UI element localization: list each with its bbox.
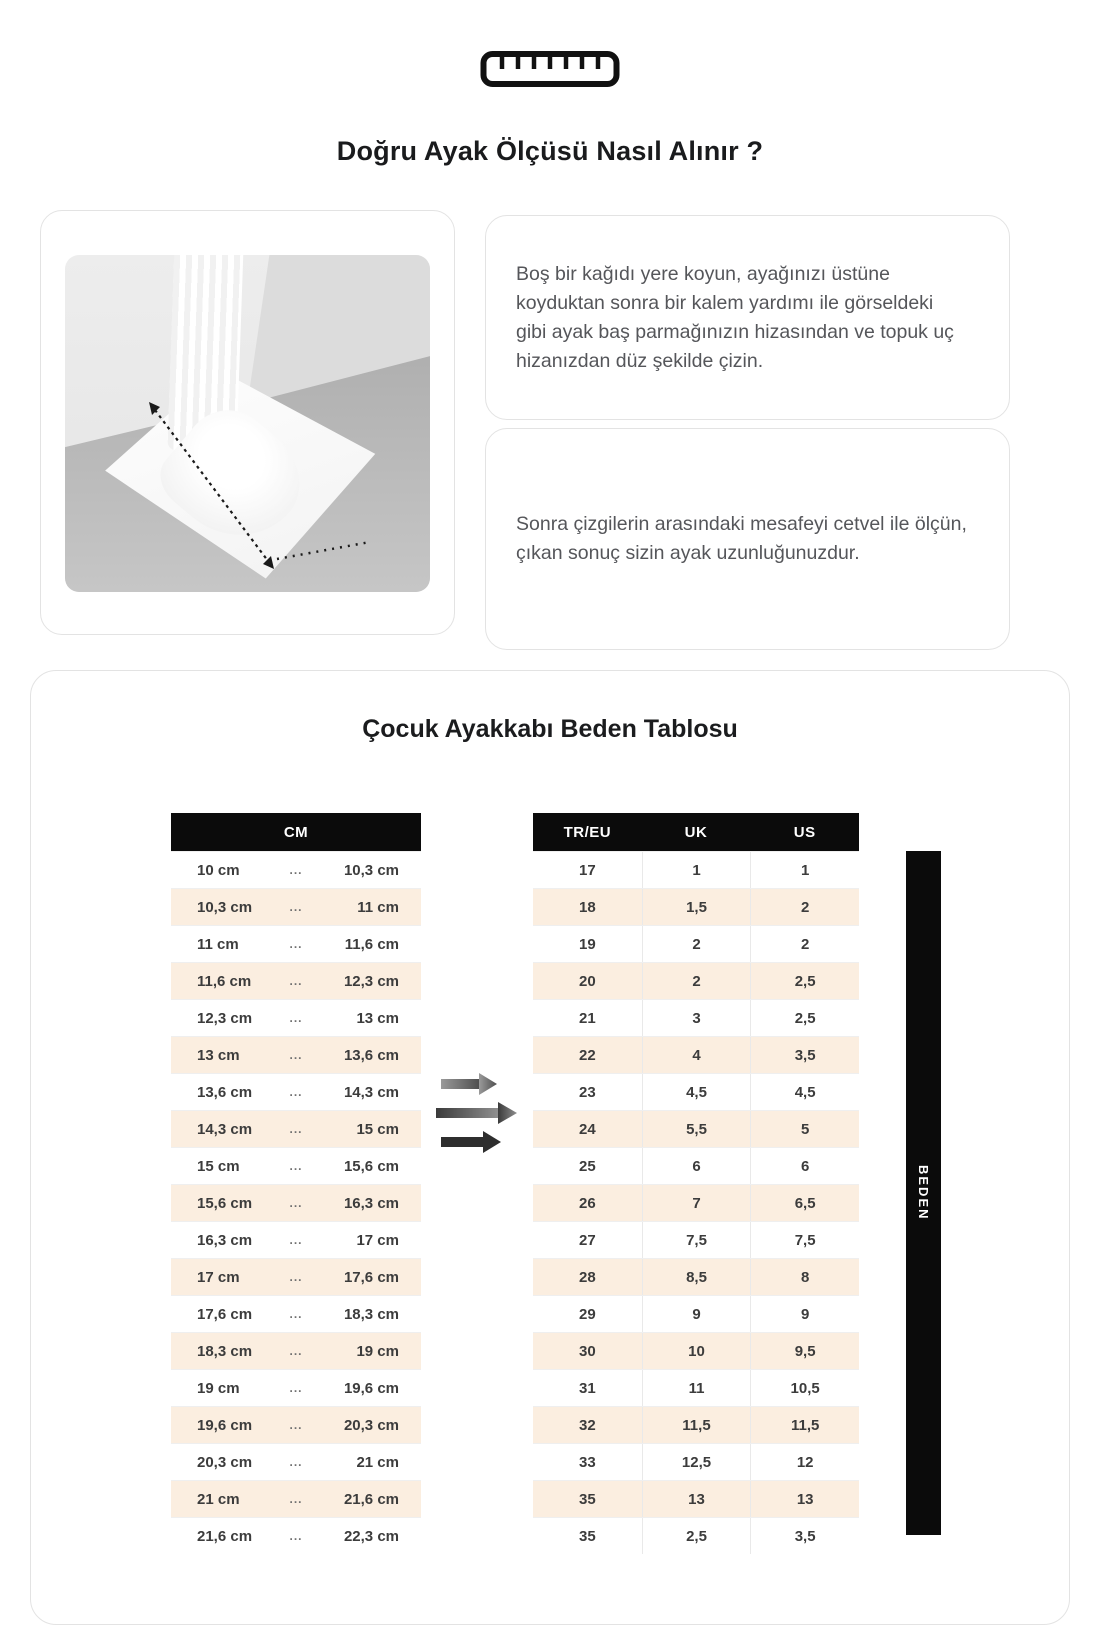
eu-uk-us-table-body [533, 851, 859, 1554]
uk-value: 7,5 [642, 1222, 751, 1258]
cm-to-value: 11,6 cm [344, 935, 399, 953]
us-value: 11,5 [750, 1407, 859, 1443]
us-value: 3,5 [750, 1037, 859, 1073]
cm-to-value: 14,3 cm [343, 1083, 399, 1101]
us-value: 8 [750, 1259, 859, 1295]
cm-table-row [171, 1184, 421, 1221]
cm-to-value: 13,6 cm [343, 1046, 399, 1064]
range-separator: ... [289, 1381, 303, 1395]
size-table-row [533, 1073, 859, 1110]
us-value: 10,5 [750, 1370, 859, 1406]
cm-from-value: 19,6 cm [197, 1416, 253, 1434]
range-separator: ... [289, 1159, 303, 1173]
cm-table-row [171, 999, 421, 1036]
cm-from-value: 12,3 cm [197, 1009, 253, 1027]
tr-eu-value: 21 [578, 1009, 596, 1027]
col-header-us: US [793, 823, 816, 841]
uk-value: 2 [642, 926, 751, 962]
range-separator: ... [289, 1418, 303, 1432]
cm-from-value: 10 cm [197, 861, 240, 879]
cm-from-value: 15,6 cm [197, 1194, 253, 1212]
uk-value: 8,5 [642, 1259, 751, 1295]
beden-axis-label: BEDEN [916, 1165, 931, 1221]
cm-table-row [171, 1147, 421, 1184]
size-table-row [533, 1036, 859, 1073]
us-value: 2 [750, 926, 859, 962]
tr-eu-value: 22 [578, 1046, 596, 1064]
tr-eu-value: 35 [578, 1527, 596, 1545]
tr-eu-value: 30 [578, 1342, 596, 1360]
cm-table-header: CM [171, 813, 421, 851]
size-table-card [30, 670, 1070, 1625]
size-table-row [533, 1480, 859, 1517]
size-table-row [533, 1332, 859, 1369]
size-table-row [533, 851, 859, 888]
cm-to-value: 11 cm [357, 898, 399, 916]
tr-eu-value: 17 [578, 861, 596, 879]
range-separator: ... [289, 1270, 303, 1284]
uk-value: 5,5 [642, 1111, 751, 1147]
cm-from-value: 21,6 cm [197, 1527, 253, 1545]
uk-value: 6 [642, 1148, 751, 1184]
size-table-row [533, 1517, 859, 1554]
instruction-step-2-text: Sonra çizgilerin arasındaki mesafeyi cetvel ile ölçün, çıkan sonuç sizin ayak uzunluğunuzdur. [516, 513, 967, 564]
us-value: 1 [750, 852, 859, 888]
cm-to-value: 18,3 cm [343, 1305, 399, 1323]
cm-table-row [171, 1036, 421, 1073]
uk-value: 7 [642, 1185, 751, 1221]
range-separator: ... [289, 1085, 303, 1099]
cm-from-value: 13 cm [197, 1046, 240, 1064]
us-value: 6 [750, 1148, 859, 1184]
cm-from-value: 11,6 cm [197, 972, 252, 990]
cm-table-row [171, 1443, 421, 1480]
tr-eu-value: 35 [578, 1490, 596, 1508]
ruler-icon [480, 50, 620, 93]
cm-to-value: 19,6 cm [343, 1379, 399, 1397]
col-header-tr-eu: TR/EU [563, 823, 612, 841]
cm-from-value: 18,3 cm [197, 1342, 253, 1360]
cm-table-row [171, 1332, 421, 1369]
foot-measure-photo-card [40, 210, 455, 635]
cm-table-row [171, 888, 421, 925]
us-value: 7,5 [750, 1222, 859, 1258]
us-value: 13 [750, 1481, 859, 1517]
range-separator: ... [289, 900, 303, 914]
cm-from-value: 11 cm [197, 935, 239, 953]
range-separator: ... [289, 937, 303, 951]
us-value: 3,5 [750, 1518, 859, 1554]
size-table-row [533, 1369, 859, 1406]
size-table-row [533, 1147, 859, 1184]
range-separator: ... [289, 1455, 303, 1469]
cm-to-value: 15,6 cm [343, 1157, 399, 1175]
cm-table-row [171, 1221, 421, 1258]
cm-to-value: 16,3 cm [343, 1194, 399, 1212]
cm-from-value: 14,3 cm [197, 1120, 253, 1138]
uk-value: 11,5 [642, 1407, 751, 1443]
range-separator: ... [289, 1122, 303, 1136]
cm-from-value: 17 cm [197, 1268, 240, 1286]
tr-eu-value: 28 [578, 1268, 596, 1286]
us-value: 2 [750, 889, 859, 925]
beden-axis-bar [906, 851, 941, 1535]
range-separator: ... [289, 1011, 303, 1025]
page-title: Doğru Ayak Ölçüsü Nasıl Alınır ? [336, 136, 764, 166]
cm-table-body [171, 851, 421, 1554]
us-value: 9,5 [750, 1333, 859, 1369]
us-value: 9 [750, 1296, 859, 1332]
cm-table-row [171, 925, 421, 962]
cm-to-value: 17,6 cm [343, 1268, 399, 1286]
size-table-row [533, 1295, 859, 1332]
cm-from-value: 15 cm [197, 1157, 240, 1175]
cm-from-value: 13,6 cm [197, 1083, 253, 1101]
uk-value: 2 [642, 963, 751, 999]
size-table-row [533, 1406, 859, 1443]
tr-eu-value: 33 [578, 1453, 596, 1471]
cm-to-value: 13 cm [356, 1009, 399, 1027]
cm-table-row [171, 1295, 421, 1332]
uk-value: 11 [642, 1370, 751, 1406]
cm-to-value: 10,3 cm [343, 861, 399, 879]
size-table-row [533, 1443, 859, 1480]
tr-eu-value: 24 [578, 1120, 596, 1138]
range-separator: ... [289, 1048, 303, 1062]
cm-from-value: 21 cm [197, 1490, 240, 1508]
range-separator: ... [289, 1492, 303, 1506]
size-table-row [533, 1221, 859, 1258]
uk-value: 1,5 [642, 889, 751, 925]
range-separator: ... [289, 1344, 303, 1358]
cm-table-row [171, 1480, 421, 1517]
uk-value: 3 [642, 1000, 751, 1036]
cm-table-row [171, 1406, 421, 1443]
size-table-title: Çocuk Ayakkabı Beden Tablosu [362, 715, 738, 743]
cm-to-value: 19 cm [356, 1342, 399, 1360]
measure-arrow-icon [65, 255, 430, 592]
cm-to-value: 17 cm [356, 1231, 399, 1249]
range-separator: ... [289, 1233, 303, 1247]
range-separator: ... [289, 974, 303, 988]
uk-value: 2,5 [642, 1518, 751, 1554]
cm-table-row [171, 1073, 421, 1110]
size-table-row [533, 1110, 859, 1147]
size-table-row [533, 962, 859, 999]
cm-from-value: 16,3 cm [197, 1231, 253, 1249]
arrows-right-icon [433, 1069, 533, 1164]
us-value: 4,5 [750, 1074, 859, 1110]
us-value: 2,5 [750, 963, 859, 999]
tr-eu-value: 18 [578, 898, 596, 916]
tr-eu-value: 32 [578, 1416, 596, 1434]
cm-table-row [171, 851, 421, 888]
uk-value: 13 [642, 1481, 751, 1517]
cm-from-value: 20,3 cm [197, 1453, 253, 1471]
uk-value: 12,5 [642, 1444, 751, 1480]
cm-table-row [171, 1110, 421, 1147]
us-value: 6,5 [750, 1185, 859, 1221]
size-table-row [533, 999, 859, 1036]
tr-eu-value: 29 [578, 1305, 596, 1323]
tr-eu-value: 23 [578, 1083, 596, 1101]
cm-to-value: 22,3 cm [343, 1527, 399, 1545]
tr-eu-value: 19 [578, 935, 596, 953]
foot-on-paper-image [65, 255, 430, 592]
cm-to-value: 15 cm [356, 1120, 399, 1138]
uk-value: 10 [642, 1333, 751, 1369]
tr-eu-value: 20 [578, 972, 596, 990]
cm-to-value: 20,3 cm [343, 1416, 399, 1434]
cm-from-value: 19 cm [197, 1379, 240, 1397]
tr-eu-value: 25 [578, 1157, 596, 1175]
instruction-step-2 [485, 428, 1010, 650]
instruction-step-1-text: Boş bir kağıdı yere koyun, ayağınızı üstüne koyduktan sonra bir kalem yardımı ile görseldeki gibi ayak baş parmağınızın hizasından ve topuk uç hizanızdan düz şekilde çizin. [516, 262, 954, 372]
eu-uk-us-table-header [533, 813, 859, 851]
tr-eu-value: 31 [578, 1379, 596, 1397]
uk-value: 1 [642, 852, 751, 888]
cm-table-row [171, 1369, 421, 1406]
uk-value: 4 [642, 1037, 751, 1073]
cm-table [171, 813, 421, 1554]
size-table-row [533, 925, 859, 962]
size-table-row [533, 1184, 859, 1221]
cm-from-value: 10,3 cm [197, 898, 253, 916]
range-separator: ... [289, 1196, 303, 1210]
range-separator: ... [289, 1529, 303, 1543]
us-value: 2,5 [750, 1000, 859, 1036]
uk-value: 4,5 [642, 1074, 751, 1110]
cm-to-value: 21 cm [356, 1453, 399, 1471]
range-separator: ... [289, 1307, 303, 1321]
cm-to-value: 12,3 cm [343, 972, 399, 990]
col-header-uk: UK [684, 823, 708, 841]
eu-uk-us-table [533, 813, 859, 1554]
cm-table-row [171, 1258, 421, 1295]
cm-to-value: 21,6 cm [343, 1490, 399, 1508]
us-value: 12 [750, 1444, 859, 1480]
range-separator: ... [289, 863, 303, 877]
tr-eu-value: 27 [578, 1231, 596, 1249]
cm-from-value: 17,6 cm [197, 1305, 253, 1323]
tr-eu-value: 26 [578, 1194, 596, 1212]
size-table-row [533, 888, 859, 925]
us-value: 5 [750, 1111, 859, 1147]
size-table-row [533, 1258, 859, 1295]
uk-value: 9 [642, 1296, 751, 1332]
cm-table-row [171, 962, 421, 999]
instruction-step-1 [485, 215, 1010, 420]
cm-table-row [171, 1517, 421, 1554]
